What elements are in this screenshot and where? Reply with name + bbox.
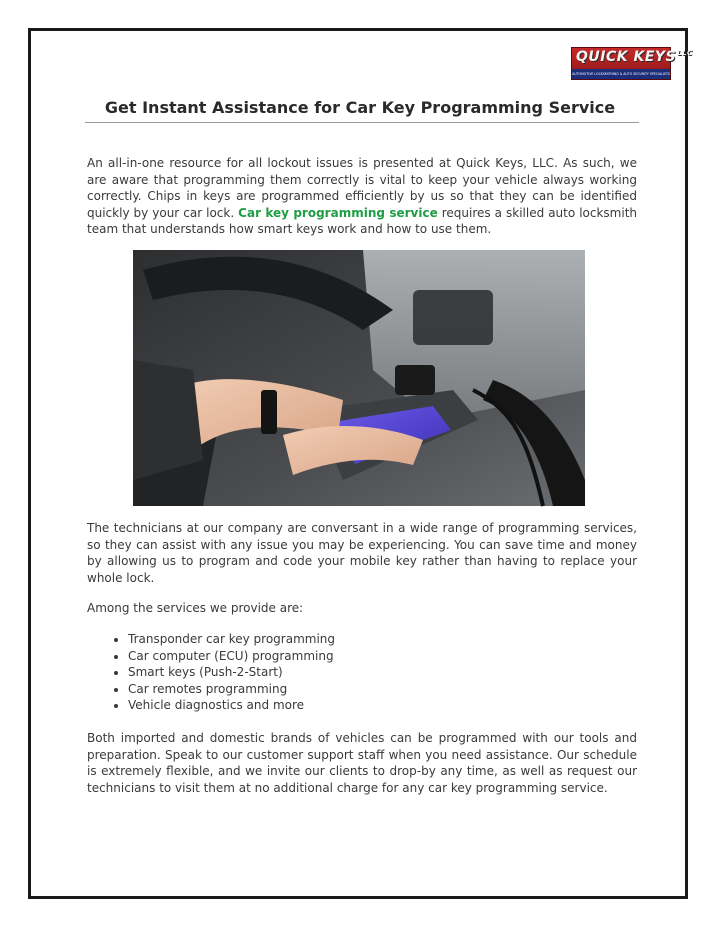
car-key-programming-link[interactable]: Car key programming service bbox=[238, 205, 438, 220]
title-divider bbox=[85, 122, 639, 123]
list-item: • Car remotes programming bbox=[128, 681, 335, 698]
list-item: • Car computer (ECU) programming bbox=[128, 648, 335, 665]
logo-tagline: AUTOMOTIVE LOCKSMITHING & AUTO SECURITY SPECIALISTS bbox=[572, 69, 670, 79]
technicians-paragraph: The technicians at our company are conversant in a wide range of programming services, so they can assist with any issue you may be experiencing. You can save time and money by allowing us to program and code your mobile key rather than having to replace your whole lock. bbox=[87, 521, 637, 585]
logo-main-text: QUICK KEYS bbox=[576, 49, 677, 65]
list-item: • Transponder car key programming bbox=[128, 631, 335, 648]
intro-text-after: requires a skilled auto locksmith team that understands how smart keys work and how to use them. bbox=[87, 205, 638, 236]
logo-llc-text: LLC bbox=[677, 49, 693, 58]
car-key-programming-photo bbox=[133, 250, 585, 506]
intro-paragraph bbox=[87, 155, 637, 238]
document-page bbox=[28, 28, 693, 899]
list-item: • Vehicle diagnostics and more bbox=[128, 697, 335, 714]
intro-text-before: An all-in-one resource for all lockout issues is presented at Quick Keys, LLC. As such, we are aware that programming them correctly is vital to keep your vehicle always working correctly. Chips in keys are programmed efficiently by us so that they can be identified quickly by your car lock. bbox=[87, 156, 637, 220]
services-list bbox=[101, 631, 335, 714]
page-title: Get Instant Assistance for Car Key Programming Service bbox=[104, 98, 616, 117]
quick-keys-logo bbox=[571, 47, 693, 80]
list-item: • Smart keys (Push-2-Start) bbox=[128, 664, 335, 681]
closing-paragraph: Both imported and domestic brands of vehicles can be programmed with our tools and preparation. Speak to our customer support staff when you need assistance. Our schedule is extremely flexible, and we invite our clients to drop-by any time, as well as request our technicians to visit them at no additional charge for any car key programming service. bbox=[87, 731, 637, 795]
services-intro: Among the services we provide are: bbox=[87, 601, 304, 615]
